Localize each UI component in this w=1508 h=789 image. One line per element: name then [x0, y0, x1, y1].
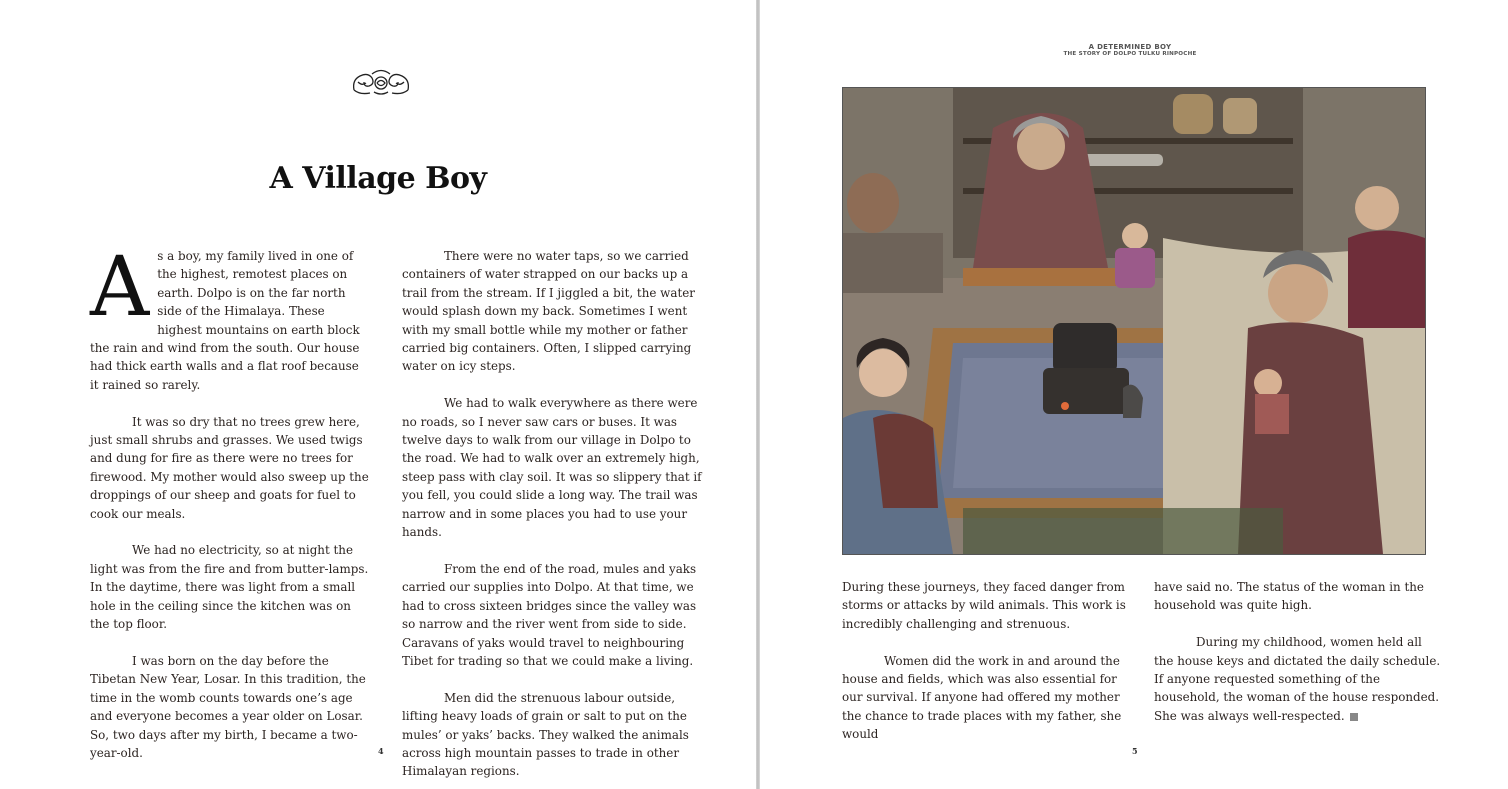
- illustration: [842, 87, 1426, 555]
- right-column-2: [1154, 578, 1444, 744]
- chapter-title: A Village Boy: [269, 161, 487, 196]
- paragraph: We had to walk everywhere as there were no roads, so I never saw cars or buses. It was twelve days to walk from our village in Dolpo to the road. We had to walk over an extremely high, steep pass with clay soil. It was so slippery that if you fell, you could slide a long way. The trail was narrow and in some places you had to use your hands.: [402, 396, 702, 540]
- paragraph: From the end of the road, mules and yaks carried our supplies into Dolpo. At that time, we had to cross sixteen bridges since the valley was so narrow and the river went from side to side. Caravans of yaks would travel to neighbouring Tibet for trading so that we could make a living.: [402, 561, 697, 668]
- paragraph: As a boy, my family lived in one of the highest, remotest places on earth. Dolpo is on the far north side of the Himalaya. These highest mountains on earth block the rain and wind from the south. Our house had thick earth walls and a flat roof because it rained so rarely.: [90, 240, 360, 392]
- paragraph: During these journeys, they faced danger from storms or attacks by wild animals. This work is incredibly challenging and strenuous.: [842, 580, 1126, 631]
- left-column-2: [402, 247, 702, 789]
- paragraph: Women did the work in and around the house and fields, which was also essential for our survival. If anyone had offered my mother the chance to trade places with my father, she would: [842, 653, 1122, 742]
- paragraph: It was so dry that no trees grew here, just small shrubs and grasses. We used twigs and dung for fire as there were no trees for firewood. My mother would also sweep up the droppings of our sheep and goats for fuel to cook our meals.: [90, 414, 369, 521]
- ornament-icon: [350, 66, 412, 98]
- right-page: [760, 0, 1508, 789]
- end-mark-icon: [1350, 713, 1358, 721]
- running-head-title: A DETERMINED BOY: [1088, 43, 1172, 51]
- page-number: 4: [378, 746, 384, 756]
- page-number: 5: [1132, 746, 1138, 756]
- paragraph: There were no water taps, so we carried containers of water strapped on our backs up a trail from the stream. If I jiggled a bit, the water would splash down my back. Sometimes I went with my small bottle while my mother or father carried big containers. Often, I slipped carrying water on icy steps.: [402, 249, 695, 374]
- paragraph: During my childhood, women held all the house keys and dictated the daily schedule. If anyone requested something of the household, the woman of the house responded. She was always well-respected.: [1154, 635, 1441, 723]
- paragraph: I was born on the day before the Tibetan New Year, Losar. In this tradition, the time in the womb counts towards one’s age and everyone becomes a year older on Losar. So, two days after my birth, I became a two-year-old.: [90, 653, 366, 760]
- paragraph: Men did the strenuous labour outside, lifting heavy loads of grain or salt to put on the mules’ or yaks’ backs. They walked the animals across high mountain passes to trade in other Himalayan regions.: [402, 690, 689, 779]
- running-head-subtitle: THE STORY OF DOLPO TULKU RINPOCHE: [1063, 51, 1197, 57]
- right-column-1: [842, 578, 1132, 762]
- paragraph: We had no electricity, so at night the light was from the fire and from butter-lamps. In the daytime, there was light from a small hole in the ceiling since the kitchen was on the top floor.: [90, 543, 369, 632]
- drop-cap: A: [90, 240, 150, 335]
- left-column-1: [90, 240, 370, 781]
- paragraph: have said no. The status of the woman in the household was quite high.: [1154, 580, 1424, 613]
